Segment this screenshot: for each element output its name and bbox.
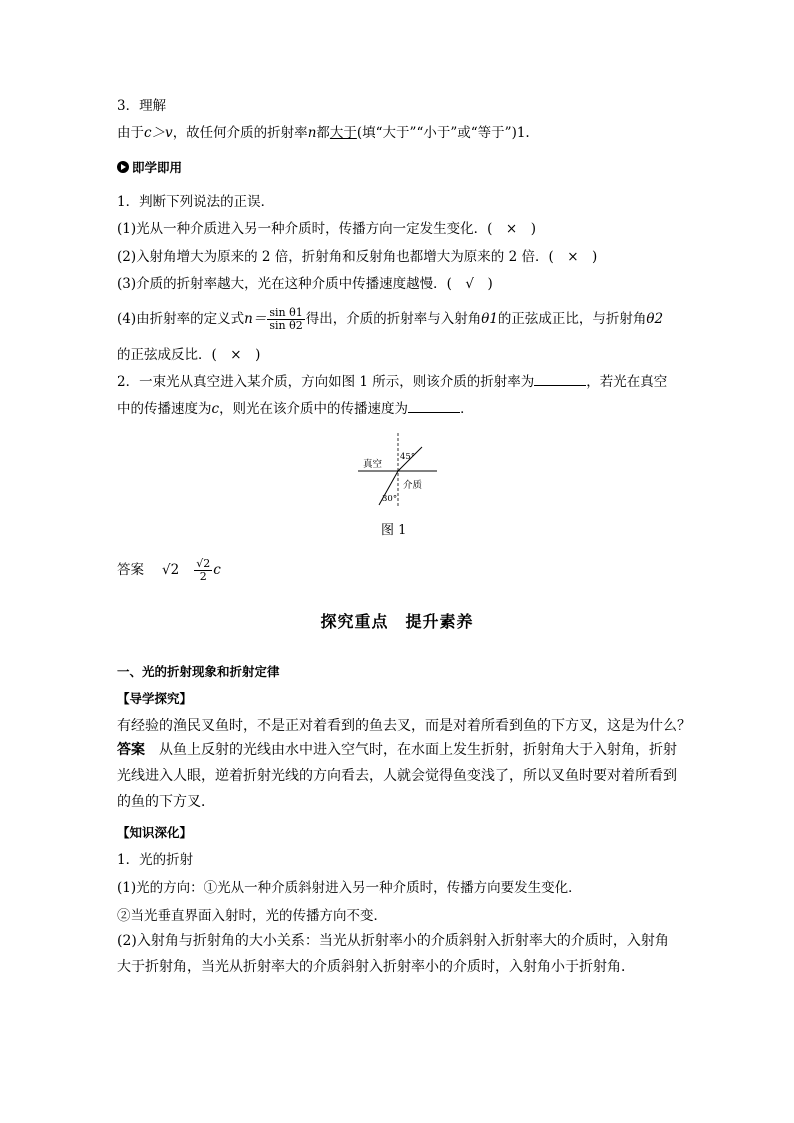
item-3: (3)介质的折射率越大，光在这种介质中传播速度越慢．( √ ) <box>117 276 493 292</box>
section-title: 探究重点 提升素养 <box>320 612 474 631</box>
point-1-a: (1)光的方向：①光从一种介质斜射进入另一种介质时，传播方向要发生变化． <box>117 880 582 896</box>
item-4: (4)由折射率的定义式n＝ $\frac{\text{sin θ1}}{\text{sin θ2}}$ 得出，介质的折射率与入射角θ1的正弦成正比，与折射角θ2 <box>117 306 664 332</box>
item-1: (1)光从一种介质进入另一种介质时，传播方向一定发生变化．( × ) <box>117 221 536 237</box>
understand-statement: 由于c＞v，故任何介质的折射率n都大于(填“大于”“小于”或“等于”)1. <box>117 125 530 141</box>
refraction-figure <box>355 423 445 513</box>
guide-answer: 答案 从鱼上反射的光线由水中进入空气时，在水面上发生折射，折射角大于入射角，折射光线进入人眼，逆着折射光线的方向看去，人就会觉得鱼变浅了，所以叉鱼时要对着所看到的鱼的下方叉． <box>117 742 677 810</box>
answer-blank-2 <box>408 400 460 413</box>
item-2: (2)入射角增大为原来的 2 倍，折射角和反射角也都增大为原来的 2 倍．( × ) <box>117 249 598 265</box>
answer-value-2: $\frac{√2}{2}$ <box>196 557 211 583</box>
deepen-label: 【知识深化】 <box>117 825 193 840</box>
answer-value-1: √2 <box>162 562 180 578</box>
point-1: 1．光的折射 <box>117 852 194 868</box>
question-1: 1．判断下列说法的正误． <box>117 194 275 210</box>
c-gt-v: c＞v <box>144 125 173 141</box>
angle-45: 45° <box>400 452 416 462</box>
answer-line: 答案 √2 $\frac{√2}{2}$ c <box>117 557 221 583</box>
guide-label: 【导学探究】 <box>117 691 193 706</box>
item-4-cont: 的正弦成反比．( × ) <box>117 347 261 363</box>
answer-label: 答案 <box>117 562 144 578</box>
label-medium: 介质 <box>403 480 423 491</box>
label-vacuum: 真空 <box>363 459 383 470</box>
figure-caption: 图 1 <box>381 523 407 538</box>
practice-label: 即学即用 <box>117 158 182 178</box>
point-1-b: ②当光垂直界面入射时，光的传播方向不变． <box>117 908 387 924</box>
angle-30: 30° <box>382 494 398 504</box>
guide-question: 有经验的渔民叉鱼时，不是正对着看到的鱼去叉，而是对着所看到鱼的下方叉，这是为什么？ <box>117 718 691 734</box>
question-2: 2．一束光从真空进入某介质，方向如图 1 所示，则该介质的折射率为 ，若光在真空 <box>117 374 668 390</box>
answer-blank-1 <box>534 373 586 386</box>
question-2-cont: 中的传播速度为c，则光在该介质中的传播速度为 ． <box>117 401 474 417</box>
play-circle-icon <box>117 161 129 173</box>
fill-answer: 大于 <box>329 125 357 141</box>
section-subtitle: 一、光的折射现象和折射定律 <box>117 664 280 679</box>
understand-heading: 3．理解 <box>117 98 167 114</box>
index-formula: $\frac{\text{sin θ1}}{\text{sin θ2}}$ <box>269 306 303 332</box>
point-2: (2)入射角与折射角的大小关系：当光从折射率小的介质斜射入折射率大的介质时，入射角大于折射角，当光从折射率大的介质斜射入折射率小的介质时，入射角小于折射角． <box>117 933 669 975</box>
